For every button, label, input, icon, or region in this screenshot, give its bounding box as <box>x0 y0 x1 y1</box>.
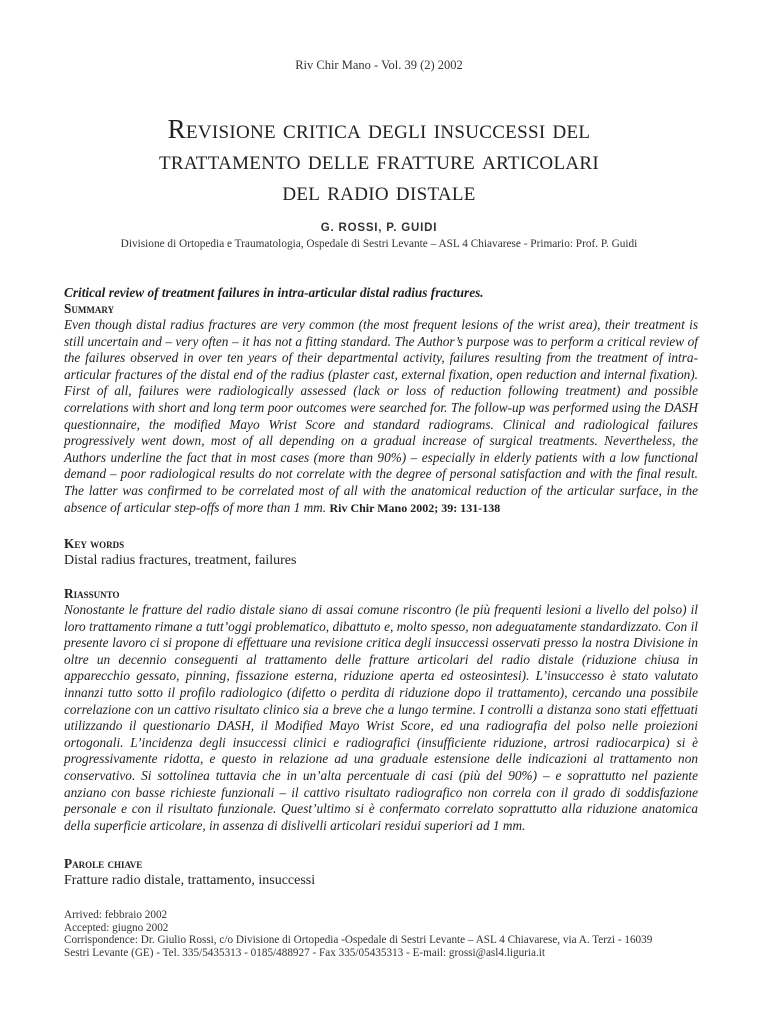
running-head: Riv Chir Mano - Vol. 39 (2) 2002 <box>295 58 463 72</box>
parole-chiave-section <box>64 856 698 889</box>
key-words-heading: Key words <box>64 536 125 551</box>
title-line: del radio distale <box>282 176 476 206</box>
riassunto-text: Nonostante le fratture del radio distale siano di assai comune riscontro (le più frequenti lesioni a livello del polso) il loro trattamento rimane a tutt’oggi problematico, dibattuto e, molto spesso, non adeguatamente standardizzato. Con il presente lavoro ci si propone di effettuare una revisione critica degli insuccessi osservati presso la nostra Divisione in oltre un decennio conseguenti al trattamento delle fratture articolari del radio distale (riduzione chiusa in apparecchio gessato, pinning, fissazione esterna, riduzione aperta ed osteosintesi). L’insuccesso è stato valutato innanzi tutto sotto il profilo radiologico (difetto o perdita di riduzione dopo il trattamento), cercando una possibile correlazione con un cattivo risultato clinico sia a breve che a lungo termine. I controlli a distanza sono stati effettuati utilizzando il questionario DASH, il Modified Mayo Wrist Score, ed una radiografia del polso nelle proiezioni ortogonali. L’incidenza degli insuccessi clinici e radiografici (insufficiente riduzione, artrosi radiocarpica) si è progressivamente ridotta, e questo in relazione ad una graduale estensione delle indicazioni al trattamento non conservativo. Si sottolinea tuttavia che in un’alta percentuale di casi (più del 90%) – e soprattutto nel paziente anziano con basse richieste funzionali – il cattivo risultato radiografico non correla con il grado di soddisfazione personale e con il risultato funzionale. Quest’ultimo si è confermato correlato soprattutto alla riduzione anatomica della superficie articolare, in assenza di dislivelli articolari residui superiori ad 1 mm. <box>64 602 698 833</box>
riassunto-heading: Riassunto <box>64 586 120 601</box>
parole-chiave-heading: Parole chiave <box>64 856 143 871</box>
english-title: Critical review of treatment failures in intra-articular distal radius fractures. <box>64 285 484 300</box>
article-title <box>0 114 758 207</box>
citation: Riv Chir Mano 2002; 39: 131-138 <box>329 500 501 515</box>
riassunto-section <box>64 586 698 834</box>
summary-text <box>64 317 698 516</box>
footer-notes <box>64 909 704 959</box>
parole-chiave-text: Fratture radio distale, trattamento, insuccessi <box>64 873 316 888</box>
summary-section <box>64 301 698 516</box>
summary-body: Even though distal radius fractures are very common (the most frequent lesions of the wrist area), their treatment is still uncertain and – very often – it has not a fitting standard. The Author’s purpose was to perform a critical review of the failures observed in over ten years of their departmental activity, failures resulting from the treatment of intra-articular fractures of the distal end of the radius (plaster cast, external fixation, open reduction and internal fixation). First of all, failures were radiologically assessed (lack or loss of reduction following treatment) and possible correlations with short and long term poor outcomes were searched for. The follow-up was performed using the DASH questionnaire, the modified Mayo Wrist Score and standard radiograms. Clinical and radiological failures progressively went down, most of all depending on a gradual increase of surgical treatments. Nevertheless, the Authors underline the fact that in most cases (more than 90%) – especially in elderly patients with a low functional demand – poor radiological results do not correlate with the degree of personal satisfaction and with the final result. The latter was confirmed to be correlated most of all with the anatomical reduction of the articular surface, in the absence of articular step-offs of more than 1 mm. <box>64 317 698 515</box>
arrived-date: Arrived: febbraio 2002 <box>64 909 168 921</box>
title-line: trattamento delle fratture articolari <box>159 145 599 175</box>
summary-heading: Summary <box>64 301 115 316</box>
authors: G. ROSSI, P. GUIDI <box>320 222 438 234</box>
title-line: Revisione critica degli insuccessi del <box>167 114 591 144</box>
correspondence-line: Corrispondence: Dr. Giulio Rossi, c/o Divisione di Ortopedia -Ospedale di Sestri Levante – ASL 4 Chiavarese, via A. Terzi - 16039 <box>64 934 653 947</box>
key-words-text: Distal radius fractures, treatment, failures <box>64 553 297 568</box>
key-words-section <box>64 536 698 569</box>
accepted-date: Accepted: giugno 2002 <box>64 921 169 934</box>
correspondence-line: Sestri Levante (GE) - Tel. 335/5435313 - 0185/488927 - Fax 335/05435313 - E-mail: grossi@asl4.liguria.it <box>64 946 545 959</box>
affiliation: Divisione di Ortopedia e Traumatologia, Ospedale di Sestri Levante – ASL 4 Chiavarese - Primario: Prof. P. Guidi <box>120 238 638 250</box>
